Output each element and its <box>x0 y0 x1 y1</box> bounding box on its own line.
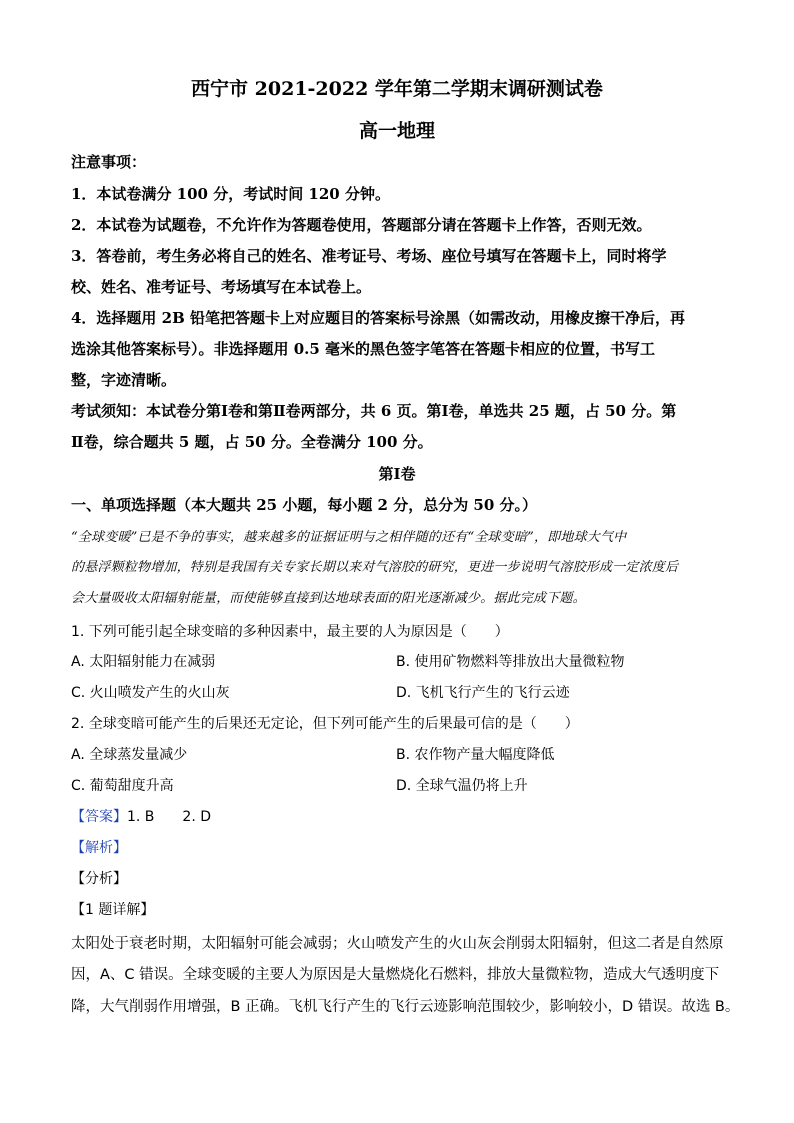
passage-line: 的悬浮颗粒物增加，特别是我国有关专家长期以来对气溶胶的研究，更进一步说明气溶胶形成一定浓度后 <box>71 560 679 575</box>
volume-heading: 第Ⅰ卷 <box>378 465 416 483</box>
exam-subject: 高一地理 <box>358 120 435 142</box>
exam-title: 西宁市 2021-2022 学年第二学期末调研测试卷 <box>191 78 603 100</box>
notes-line: 1．本试卷满分 100 分，考试时间 120 分钟。 <box>71 185 390 203</box>
answer-line <box>71 806 211 826</box>
notes-line: 校、姓名、准考证号、考场填写在本试卷上。 <box>71 278 372 296</box>
detail-line: 因，A、C 错误。全球变暖的主要人为原因是大量燃烧化石燃料，排放大量微粒物，造成大气透明度下 <box>71 967 720 983</box>
question-stem: 2. 全球变暗可能产生的后果还无定论，但下列可能产生的后果最可信的是（ ） <box>71 716 579 732</box>
exam-rules-line: 考试须知：本试卷分第Ⅰ卷和第Ⅱ卷两部分，共 6 页。第Ⅰ卷，单选共 25 题，占 50 分。第 <box>71 402 677 420</box>
notes-line: 3．答卷前，考生务必将自己的姓名、准考证号、考场、座位号填写在答题卡上，同时将学 <box>71 247 667 265</box>
section-heading: 一、单项选择题（本大题共 25 小题，每小题 2 分，总分为 50 分。） <box>71 496 538 514</box>
option-a: A. 全球蒸发量减少 <box>71 747 188 763</box>
notes-line: 4．选择题用 2B 铅笔把答题卡上对应题目的答案标号涂黑（如需改动，用橡皮擦干净后，再 <box>71 309 686 327</box>
passage-line: “全球变暖”已是不争的事实，越来越多的证据证明与之相伴随的还有“全球变暗”，即地球大气中 <box>71 530 627 545</box>
analysis-label: 【解析】 <box>71 840 127 856</box>
notes-line: 2．本试卷为试题卷，不允许作为答题卷使用，答题部分请在答题卡上作答，否则无效。 <box>71 216 652 234</box>
option-c: C. 葡萄甜度升高 <box>71 778 174 794</box>
option-c: C. 火山喷发产生的火山灰 <box>71 685 230 701</box>
passage-line: 会大量吸收太阳辐射能量，而使能够直接到达地球表面的阳光逐渐减少。据此完成下题。 <box>71 591 586 606</box>
notes-heading: 注意事项： <box>71 153 147 171</box>
option-b: B. 使用矿物燃料等排放出大量微粒物 <box>396 654 625 670</box>
exam-rules-line: Ⅱ卷，综合题共 5 题，占 50 分。全卷满分 100 分。 <box>71 433 433 451</box>
option-d: D. 全球气温仍将上升 <box>396 778 528 794</box>
notes-line: 选涂其他答案标号）。非选择题用 0.5 毫米的黑色签字笔答在答题卡相应的位置，书写工 <box>71 340 656 358</box>
detail-line: 太阳处于衰老时期，太阳辐射可能会减弱；火山喷发产生的火山灰会削弱太阳辐射，但这二者是自然原 <box>71 936 724 952</box>
answer-label: 【答案】 <box>71 809 127 825</box>
option-a: A. 太阳辐射能力在减弱 <box>71 654 216 670</box>
detail-label: 【1 题详解】 <box>71 902 155 918</box>
notes-line: 整，字迹清晰。 <box>71 371 177 389</box>
option-d: D. 飞机飞行产生的飞行云迹 <box>396 685 570 701</box>
detail-line: 降，大气削弱作用增强，B 正确。飞机飞行产生的飞行云迹影响范围较少，影响较小，D 错误。故选 B。 <box>71 999 740 1015</box>
option-b: B. 农作物产量大幅度降低 <box>396 747 555 763</box>
question-stem: 1. 下列可能引起全球变暗的多种因素中，最主要的人为原因是（ ） <box>71 624 509 640</box>
answer-text: 1. B 2. D <box>127 809 211 825</box>
breakdown-label: 【分析】 <box>71 871 127 887</box>
